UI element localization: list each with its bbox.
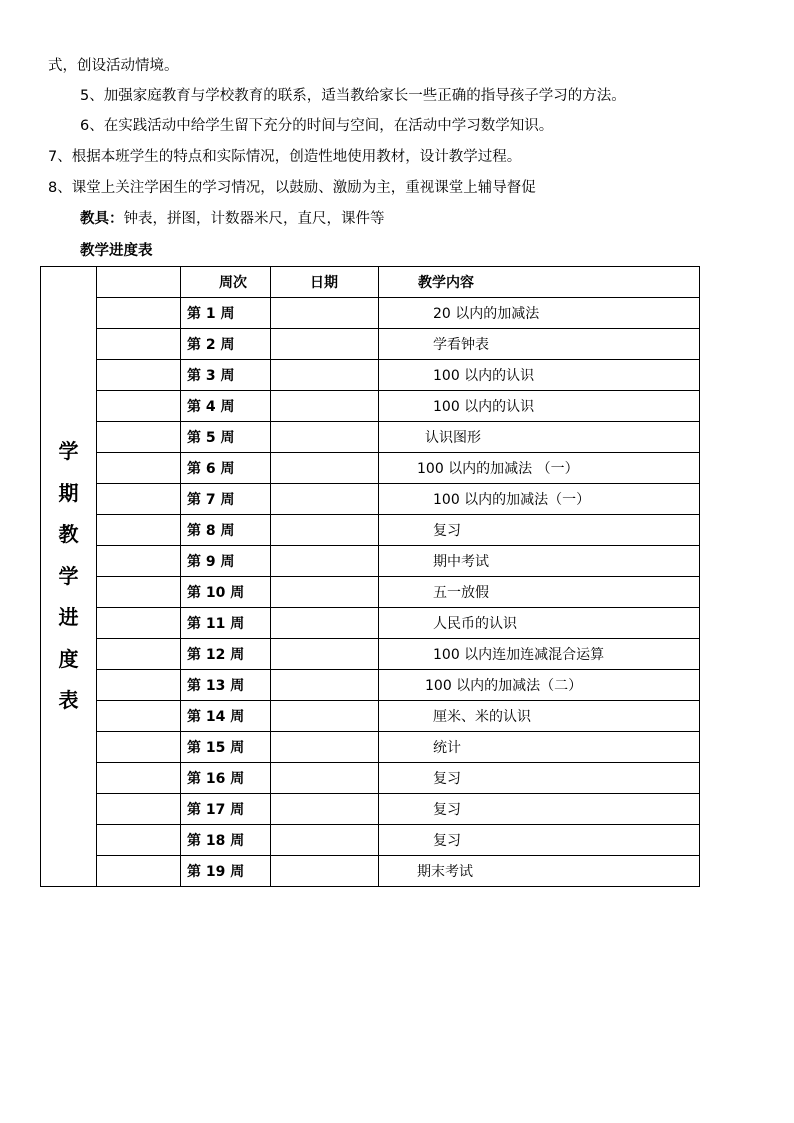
blank-header-cell	[97, 267, 181, 298]
week-cell: 第 7 周	[181, 484, 271, 515]
date-cell	[271, 577, 379, 608]
blank-cell	[97, 577, 181, 608]
blank-cell	[97, 453, 181, 484]
blank-cell	[97, 608, 181, 639]
week-cell: 第 5 周	[181, 422, 271, 453]
date-cell	[271, 515, 379, 546]
week-cell: 第 19 周	[181, 856, 271, 887]
header-content: 教学内容	[379, 267, 700, 298]
week-cell: 第 14 周	[181, 701, 271, 732]
teaching-aids-label: 教具：	[80, 211, 124, 227]
content-cell: 期中考试	[379, 546, 700, 577]
table-row	[41, 298, 700, 329]
side-label-text	[59, 431, 79, 722]
blank-cell	[97, 360, 181, 391]
teaching-aids	[80, 209, 385, 229]
blank-cell	[97, 763, 181, 794]
paragraph-item-8: 8、课堂上关注学困生的学习情况，以鼓励、激励为主，重视课堂上辅导督促	[48, 180, 536, 196]
week-cell: 第 11 周	[181, 608, 271, 639]
table-row	[41, 794, 700, 825]
content-cell: 人民币的认识	[379, 608, 700, 639]
table-row	[41, 391, 700, 422]
semester-side-label	[41, 267, 97, 887]
header-date: 日期	[271, 267, 379, 298]
date-cell	[271, 360, 379, 391]
blank-cell	[97, 794, 181, 825]
blank-cell	[97, 825, 181, 856]
table-row	[41, 639, 700, 670]
table-row	[41, 422, 700, 453]
table-row	[41, 360, 700, 391]
blank-cell	[97, 298, 181, 329]
table-row	[41, 763, 700, 794]
date-cell	[271, 608, 379, 639]
date-cell	[271, 701, 379, 732]
side-label-char: 教	[58, 522, 79, 547]
date-cell	[271, 763, 379, 794]
teaching-aids-text: 钟表，拼图，计数器米尺，直尺，课件等	[123, 211, 385, 227]
content-cell: 厘米、米的认识	[379, 701, 700, 732]
side-label-char: 学	[58, 439, 79, 464]
blank-cell	[97, 856, 181, 887]
date-cell	[271, 422, 379, 453]
week-cell: 第 18 周	[181, 825, 271, 856]
date-cell	[271, 670, 379, 701]
date-cell	[271, 484, 379, 515]
date-cell	[271, 453, 379, 484]
table-row	[41, 670, 700, 701]
blank-cell	[97, 732, 181, 763]
table-row	[41, 453, 700, 484]
date-cell	[271, 794, 379, 825]
content-cell: 复习	[379, 763, 700, 794]
week-cell: 第 17 周	[181, 794, 271, 825]
week-cell: 第 3 周	[181, 360, 271, 391]
content-cell: 学看钟表	[379, 329, 700, 360]
paragraph-item-5: 5、加强家庭教育与学校教育的联系，适当教给家长一些正确的指导孩子学习的方法。	[80, 88, 626, 104]
blank-cell	[97, 515, 181, 546]
content-cell: 100 以内的认识	[379, 391, 700, 422]
week-cell: 第 16 周	[181, 763, 271, 794]
blank-cell	[97, 546, 181, 577]
blank-cell	[97, 639, 181, 670]
date-cell	[271, 825, 379, 856]
blank-cell	[97, 701, 181, 732]
week-cell: 第 2 周	[181, 329, 271, 360]
date-cell	[271, 546, 379, 577]
table-header-row	[41, 267, 700, 298]
content-cell: 20 以内的加减法	[379, 298, 700, 329]
side-label-char: 期	[58, 480, 79, 505]
week-cell: 第 9 周	[181, 546, 271, 577]
side-label-char: 表	[58, 688, 79, 713]
content-cell: 100 以内的加减法（一）	[379, 484, 700, 515]
table-row	[41, 546, 700, 577]
date-cell	[271, 732, 379, 763]
content-cell: 复习	[379, 825, 700, 856]
schedule-table-body	[41, 267, 700, 887]
side-label-char: 度	[58, 646, 79, 671]
week-cell: 第 15 周	[181, 732, 271, 763]
content-cell: 认识图形	[379, 422, 700, 453]
side-label-char: 学	[58, 563, 79, 588]
date-cell	[271, 298, 379, 329]
schedule-title: 教学进度表	[80, 243, 153, 259]
blank-cell	[97, 329, 181, 360]
date-cell	[271, 856, 379, 887]
blank-cell	[97, 422, 181, 453]
table-row	[41, 701, 700, 732]
date-cell	[271, 329, 379, 360]
table-row	[41, 484, 700, 515]
content-cell: 五一放假	[379, 577, 700, 608]
table-row	[41, 577, 700, 608]
blank-cell	[97, 391, 181, 422]
paragraph-item-6: 6、在实践活动中给学生留下充分的时间与空间，在活动中学习数学知识。	[80, 118, 554, 134]
table-row	[41, 515, 700, 546]
content-cell: 100 以内的加减法（二）	[379, 670, 700, 701]
week-cell: 第 12 周	[181, 639, 271, 670]
date-cell	[271, 391, 379, 422]
week-cell: 第 1 周	[181, 298, 271, 329]
side-label-char: 进	[58, 605, 79, 630]
blank-cell	[97, 670, 181, 701]
table-row	[41, 329, 700, 360]
header-week: 周次	[181, 267, 271, 298]
content-cell: 100 以内连加连减混合运算	[379, 639, 700, 670]
schedule-table	[40, 266, 700, 887]
date-cell	[271, 639, 379, 670]
content-cell: 100 以内的加减法 （一）	[379, 453, 700, 484]
week-cell: 第 6 周	[181, 453, 271, 484]
content-cell: 期末考试	[379, 856, 700, 887]
content-cell: 统计	[379, 732, 700, 763]
paragraph-item-7: 7、根据本班学生的特点和实际情况，创造性地使用教材，设计教学过程。	[48, 149, 522, 165]
table-row	[41, 732, 700, 763]
content-cell: 100 以内的认识	[379, 360, 700, 391]
content-cell: 复习	[379, 515, 700, 546]
paragraph-line-1: 式，创设活动情境。	[48, 58, 179, 74]
table-row	[41, 856, 700, 887]
week-cell: 第 4 周	[181, 391, 271, 422]
table-row	[41, 608, 700, 639]
table-row	[41, 825, 700, 856]
blank-cell	[97, 484, 181, 515]
week-cell: 第 13 周	[181, 670, 271, 701]
week-cell: 第 10 周	[181, 577, 271, 608]
week-cell: 第 8 周	[181, 515, 271, 546]
content-cell: 复习	[379, 794, 700, 825]
